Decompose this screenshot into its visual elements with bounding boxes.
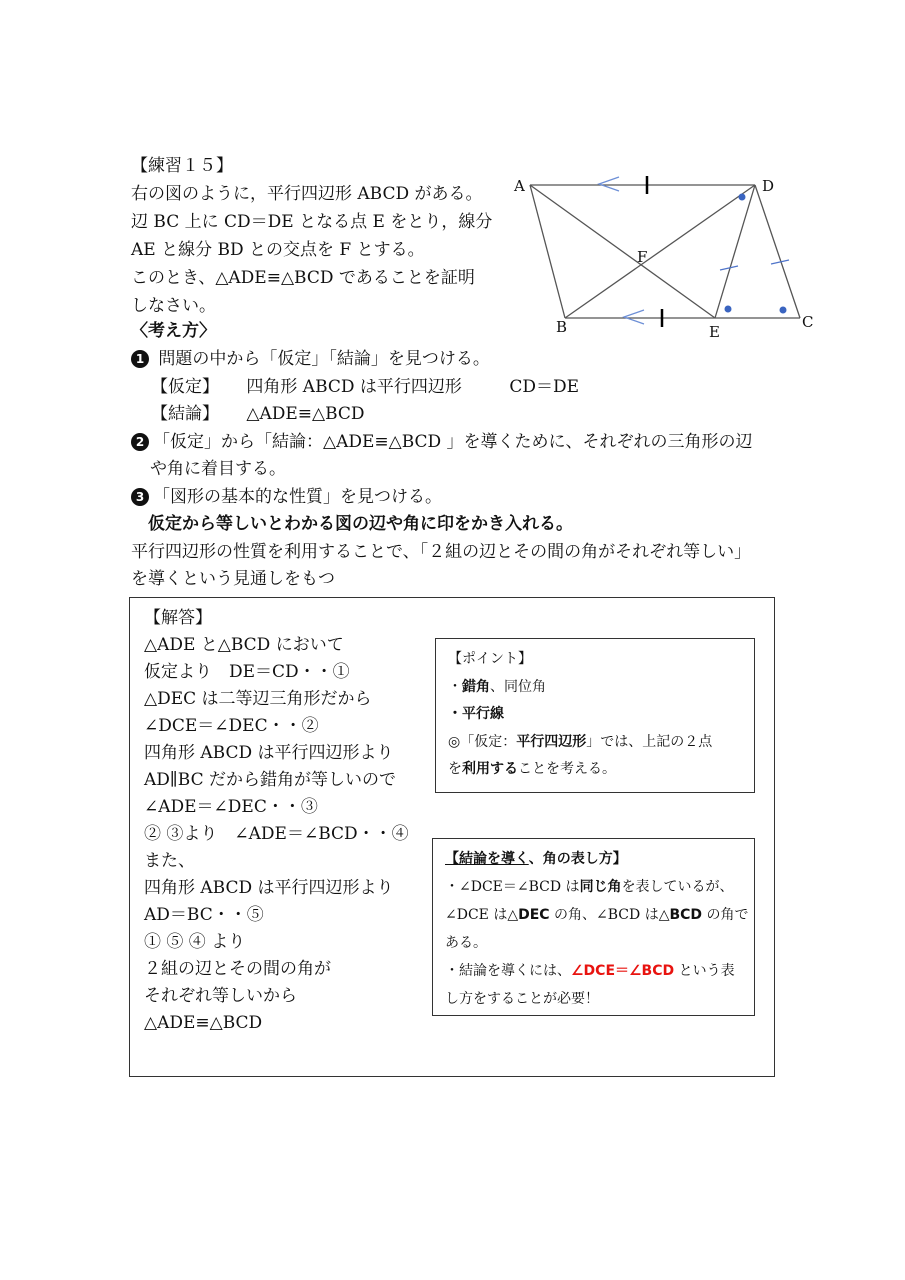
step-2-text-b: や角に着目する。 bbox=[150, 459, 286, 479]
step-2-text-a: 「仮定」から「結論：△ADE≡△BCD 」を導くために、それぞれの三角形の辺 bbox=[153, 432, 753, 452]
dot-angle-e bbox=[725, 306, 732, 313]
assumption-label: 【仮定】 bbox=[151, 377, 219, 397]
conclusion-box-line-3: ある。 bbox=[445, 935, 487, 951]
step-3-text: 「図形の基本的な性質」を見つける。 bbox=[153, 487, 442, 507]
label-f: F bbox=[637, 248, 648, 266]
cb-l2-post: の角で bbox=[702, 907, 749, 923]
point-title: 【ポイント】 bbox=[448, 651, 532, 667]
answer-line: ２組の辺とその間の角が bbox=[144, 959, 331, 979]
point-item-1-rest: 、同位角 bbox=[490, 679, 546, 695]
point-note-b bbox=[448, 759, 616, 779]
answer-line: ② ③より ∠ADE＝∠BCD・・④ bbox=[144, 824, 409, 844]
conclusion-text: △ADE≡△BCD bbox=[246, 404, 365, 424]
conclusion-box-line-4 bbox=[445, 961, 735, 981]
approach-heading: 〈考え方〉 bbox=[131, 321, 216, 341]
segment-bd bbox=[565, 185, 755, 318]
conclusion-box-line-5: し方をすることが必要！ bbox=[445, 991, 599, 1007]
answer-line: AD∥BC だから錯角が等しいので bbox=[144, 770, 396, 790]
label-c: C bbox=[802, 313, 814, 331]
assumption-line bbox=[151, 376, 579, 398]
conclusion-line bbox=[151, 403, 365, 425]
conclusion-box-line-2 bbox=[445, 905, 749, 925]
cb-l1-post: を表しているが、 bbox=[621, 879, 734, 895]
dot-angle-c bbox=[780, 307, 787, 314]
step-1-number: 1 bbox=[131, 350, 149, 368]
point-note-b-pre: を bbox=[448, 761, 462, 777]
answer-line: △ADE≡△BCD bbox=[144, 1013, 263, 1033]
segment-de bbox=[715, 185, 755, 318]
conclusion-box-title-rest: 、角の表し方】 bbox=[528, 851, 627, 867]
problem-line-1: 右の図のように，平行四辺形 ABCD がある。 bbox=[131, 184, 483, 204]
answer-line: 四角形 ABCD は平行四辺形より bbox=[144, 743, 394, 763]
problem-line-2: 辺 BC 上に CD＝DE となる点 E をとり，線分 bbox=[131, 212, 493, 232]
answer-line: また、 bbox=[144, 851, 195, 871]
answer-line: ∠ADE＝∠DEC・・③ bbox=[144, 797, 318, 817]
cb-l4-red: ∠DCE＝∠BCD bbox=[571, 963, 675, 979]
answer-line: 仮定より DE＝CD・・① bbox=[144, 662, 350, 682]
side-ab bbox=[530, 185, 565, 318]
cb-l2-mid: の角、∠BCD は bbox=[549, 907, 659, 923]
assumption-text: 四角形 ABCD は平行四辺形 bbox=[246, 377, 462, 397]
answer-line: 四角形 ABCD は平行四辺形より bbox=[144, 878, 394, 898]
problem-title: 【練習１５】 bbox=[131, 156, 233, 176]
conclusion-box-line-1 bbox=[445, 877, 734, 897]
point-item-1 bbox=[448, 677, 546, 697]
answer-line: ① ⑤ ④ より bbox=[144, 932, 246, 952]
point-note-a bbox=[448, 732, 712, 752]
plan-text-a: 平行四辺形の性質を利用することで、「２組の辺とその間の角がそれぞれ等しい」 bbox=[131, 542, 752, 562]
cb-l1-bold: 同じ角 bbox=[579, 879, 622, 895]
step-1-text: 問題の中から「仮定」「結論」を見つける。 bbox=[153, 349, 490, 369]
conclusion-label: 【結論】 bbox=[151, 404, 219, 424]
answer-heading: 【解答】 bbox=[144, 608, 212, 628]
step-3 bbox=[131, 486, 442, 508]
answer-line: AD＝BC・・⑤ bbox=[144, 905, 264, 925]
answer-line: △ADE と△BCD において bbox=[144, 635, 344, 655]
assumption-text-2: CD＝DE bbox=[509, 377, 580, 397]
conclusion-box bbox=[432, 838, 755, 1016]
answer-line: それぞれ等しいから bbox=[144, 986, 297, 1006]
label-a: A bbox=[514, 177, 525, 195]
emphasis-text: 仮定から等しいとわかる図の辺や角に印をかき入れる。 bbox=[148, 514, 573, 534]
cb-l4-pre: ・結論を導くには、 bbox=[445, 963, 571, 979]
cb-l2-bold-2: △BCD bbox=[658, 907, 703, 923]
conclusion-box-title-underlined: 【結論を導く bbox=[445, 851, 529, 867]
label-b: B bbox=[556, 318, 568, 336]
cb-l1-pre: ・∠DCE＝∠BCD は bbox=[445, 879, 580, 895]
answer-line: ∠DCE＝∠DEC・・② bbox=[144, 716, 319, 736]
point-note-b-bold: 利用する bbox=[462, 761, 518, 777]
segment-ae bbox=[530, 185, 715, 318]
step-1 bbox=[131, 348, 490, 370]
problem-line-4: このとき、△ADE≡△BCD であることを証明 bbox=[131, 268, 475, 288]
dot-angle-d bbox=[739, 194, 746, 201]
step-2 bbox=[131, 431, 753, 453]
cb-l2-pre: ∠DCE は bbox=[445, 907, 508, 923]
figure-lines bbox=[530, 185, 800, 318]
point-note-a-bold: 平行四辺形 bbox=[516, 734, 587, 750]
conclusion-box-title bbox=[445, 849, 627, 869]
point-item-2: ・平行線 bbox=[448, 706, 504, 722]
point-item-1-bullet: ・ bbox=[448, 679, 462, 695]
point-box bbox=[435, 638, 755, 793]
cb-l2-bold-1: △DEC bbox=[507, 907, 550, 923]
point-item-1-bold: 錯角 bbox=[462, 679, 490, 695]
plan-text-b: を導くという見通しをもつ bbox=[131, 569, 335, 589]
parallelogram-figure bbox=[505, 165, 825, 345]
point-note-a-post: 」では、上記の２点 bbox=[586, 734, 713, 750]
step-2-number: 2 bbox=[131, 433, 149, 451]
answer-line: △DEC は二等辺三角形だから bbox=[144, 689, 372, 709]
cb-l4-post: という表 bbox=[674, 963, 735, 979]
label-e: E bbox=[709, 323, 720, 341]
problem-line-5: しなさい。 bbox=[131, 296, 216, 316]
problem-line-3: AE と線分 BD との交点を F とする。 bbox=[131, 240, 425, 260]
parallel-arrow-bc bbox=[624, 310, 644, 324]
point-note-b-post: ことを考える。 bbox=[518, 761, 616, 777]
point-note-a-pre: ◎「仮定： bbox=[448, 734, 517, 750]
parallel-arrow-ad bbox=[599, 177, 619, 191]
side-dc bbox=[755, 185, 800, 318]
step-3-number: 3 bbox=[131, 488, 149, 506]
label-d: D bbox=[762, 177, 775, 195]
